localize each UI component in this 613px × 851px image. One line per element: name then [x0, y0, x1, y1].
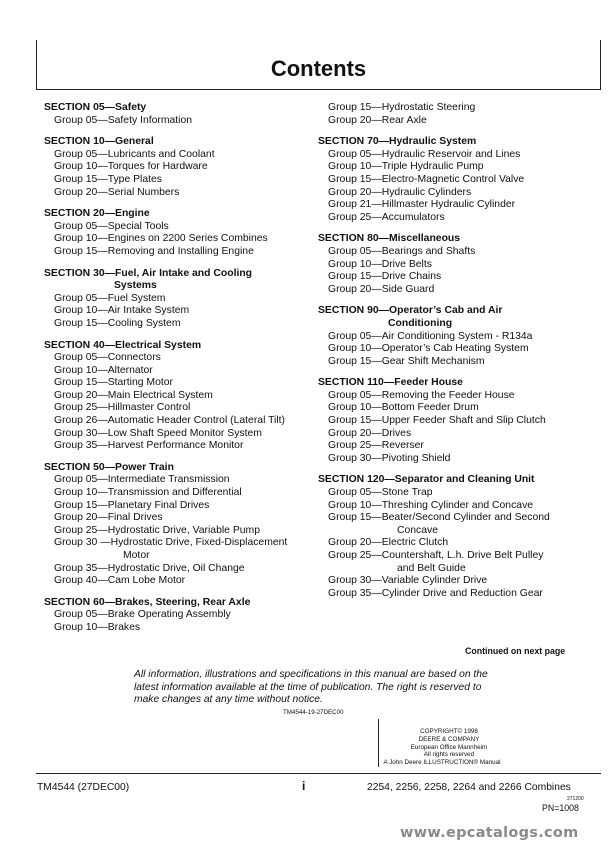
document-code: TM4544-19-27DEC00 — [283, 709, 344, 716]
toc-right-column — [318, 102, 604, 600]
group-entry-text: Group 05—Bearings and Shafts — [328, 245, 476, 257]
group-entry-text: Group 05—Connectors — [54, 352, 161, 364]
group-entry-text: Group 15—Planetary Final Drives — [54, 499, 210, 511]
toc-group-entry[interactable] — [44, 365, 306, 378]
copyright-line: A John Deere ILLUSTRUCTION® Manual — [383, 759, 501, 767]
footer-model-list: 2254, 2256, 2258, 2264 and 2266 Combines — [367, 782, 571, 793]
toc-group-entry[interactable] — [44, 415, 306, 428]
group-entry-text: Group 40—Cam Lobe Motor — [54, 575, 186, 587]
toc-group-entry[interactable] — [318, 212, 604, 225]
group-entry-text: Group 05—Air Conditioning System - R134a — [328, 330, 533, 342]
group-entry-text: Group 10—Triple Hydraulic Pump — [328, 161, 484, 173]
group-entry-continuation: and Belt Guide — [397, 562, 466, 574]
section-title-continuation: Systems — [114, 280, 157, 292]
toc-group-entry[interactable] — [318, 390, 604, 403]
group-entry-text: Group 30 —Hydrostatic Drive, Fixed-Displacement — [54, 537, 288, 549]
toc-group-entry[interactable] — [318, 537, 604, 550]
toc-group-entry[interactable] — [44, 174, 306, 187]
toc-section-title[interactable] — [44, 462, 306, 475]
group-entry-text: Group 15—Beater/Second Cylinder and Second — [328, 512, 550, 524]
toc-section — [44, 102, 306, 127]
toc-group-entry[interactable] — [44, 525, 306, 538]
toc-group-entry[interactable] — [44, 246, 306, 259]
group-entry-text: Group 20—Main Electrical System — [54, 389, 213, 401]
toc-section-title[interactable] — [44, 597, 306, 610]
toc-group-entry[interactable] — [44, 149, 306, 162]
group-entry-text: Group 20—Side Guard — [328, 283, 435, 295]
toc-group-entry[interactable] — [318, 331, 604, 344]
toc-section — [318, 377, 604, 465]
toc-group-entry[interactable] — [44, 352, 306, 365]
toc-group-entry[interactable] — [318, 246, 604, 259]
toc-section-title[interactable] — [44, 268, 306, 293]
group-entry-continuation: Concave — [397, 524, 439, 536]
group-entry-text: Group 10—Torques for Hardware — [54, 161, 208, 173]
group-entry-text: Group 05—Stone Trap — [328, 487, 433, 499]
toc-group-entry[interactable] — [318, 402, 604, 415]
toc-group-entry[interactable] — [44, 402, 306, 415]
group-entry-text: Group 20—Drives — [328, 427, 412, 439]
section-title-text: SECTION 120—Separator and Cleaning Unit — [318, 474, 535, 486]
section-title-text: SECTION 50—Power Train — [44, 461, 174, 473]
toc-group-entry[interactable] — [318, 174, 604, 187]
toc-group-entry[interactable] — [44, 563, 306, 576]
group-entry-text: Group 10—Alternator — [54, 364, 153, 376]
group-entry-text: Group 30—Pivoting Shield — [328, 452, 451, 464]
toc-section-title[interactable] — [44, 208, 306, 221]
toc-group-entry[interactable] — [44, 537, 306, 562]
toc-group-entry[interactable] — [318, 415, 604, 428]
toc-group-entry[interactable] — [44, 428, 306, 441]
group-entry-continuation: Motor — [123, 550, 150, 561]
toc-section — [318, 233, 604, 296]
footer-manual-id: TM4544 (27DEC00) — [37, 782, 130, 793]
group-entry-text: Group 05—Safety Information — [54, 114, 193, 126]
toc-group-entry[interactable] — [318, 161, 604, 174]
toc-section — [318, 474, 604, 600]
section-title-text: SECTION 80—Miscellaneous — [318, 233, 461, 245]
toc-group-entry[interactable] — [44, 318, 306, 331]
group-entry-text: Group 05—Removing the Feeder House — [328, 389, 515, 401]
group-entry-text: Group 05—Special Tools — [54, 220, 169, 232]
toc-group-entry[interactable] — [44, 474, 306, 487]
toc-section-title[interactable] — [318, 233, 604, 246]
group-entry-text: Group 20—Electric Clutch — [328, 537, 449, 549]
copyright-line: COPYRIGHT© 1998 — [420, 728, 478, 735]
group-entry-text: Group 30—Low Shaft Speed Monitor System — [54, 427, 262, 439]
group-entry-text: Group 21—Hillmaster Hydraulic Cylinder — [328, 199, 516, 211]
section-title-text: SECTION 10—General — [44, 136, 154, 148]
toc-group-entry[interactable] — [318, 575, 604, 588]
group-entry-text: Group 05—Hydraulic Reservoir and Lines — [328, 148, 521, 160]
toc-group-entry[interactable] — [44, 161, 306, 174]
toc-group-entry[interactable] — [318, 199, 604, 212]
toc-section — [44, 340, 306, 453]
group-entry-text: Group 05—Lubricants and Coolant — [54, 148, 215, 160]
group-entry-text: Group 15—Gear Shift Mechanism — [328, 355, 485, 367]
toc-section-title[interactable] — [44, 102, 306, 115]
section-title-text: SECTION 40—Electrical System — [44, 339, 202, 351]
toc-group-entry[interactable] — [44, 390, 306, 403]
footer-page-number: i — [302, 779, 306, 793]
copyright-line: European Office Mannheim — [410, 743, 488, 751]
copyright-line: DEERE & COMPANY — [418, 735, 480, 743]
continued-note: Continued on next page — [465, 646, 566, 656]
section-title-text: SECTION 60—Brakes, Steering, Rear Axle — [44, 596, 251, 608]
section-title-text: SECTION 110—Feeder House — [318, 377, 463, 389]
toc-group-entry[interactable] — [318, 284, 604, 297]
copyright-line: All rights reserved — [423, 751, 475, 759]
group-entry-text: Group 20—Hydraulic Cylinders — [328, 186, 472, 198]
group-entry-text: Group 26—Automatic Header Control (Lateral Tilt) — [54, 415, 286, 427]
page-title: Contents — [270, 56, 367, 81]
group-entry-text: Group 25—Hillmaster Control — [54, 402, 191, 414]
toc-group-entry[interactable] — [44, 305, 306, 318]
toc-group-entry[interactable] — [44, 440, 306, 453]
section-title-text: SECTION 05—Safety — [44, 102, 147, 113]
footer-pn: PN=1008 — [542, 803, 579, 813]
toc-group-entry[interactable]: Group 15—Hydrostatic Steering — [328, 102, 476, 113]
toc-section — [44, 462, 306, 588]
group-entry-text: Group 15—Upper Feeder Shaft and Slip Clutch — [328, 415, 546, 427]
copyright-block — [383, 728, 504, 767]
group-entry-text: Group 10—Operator’s Cab Heating System — [328, 343, 529, 355]
toc-group-entry[interactable] — [318, 343, 604, 356]
toc-group-entry[interactable] — [44, 500, 306, 513]
group-entry-text: Group 10—Brakes — [54, 621, 141, 633]
toc-group-entry[interactable] — [318, 512, 604, 537]
toc-group-entry[interactable] — [44, 233, 306, 246]
group-entry-text: Group 05—Intermediate Transmission — [54, 474, 230, 486]
group-entry-text: Group 10—Threshing Cylinder and Concave — [328, 499, 534, 511]
toc-group-entry[interactable] — [44, 377, 306, 390]
toc-group-entry[interactable] — [44, 622, 306, 635]
group-entry-text: Group 15—Drive Chains — [328, 271, 442, 283]
footer-date-code: 271200 — [567, 796, 584, 802]
toc-group-entry[interactable] — [318, 550, 604, 575]
group-entry-text: Group 05—Fuel System — [54, 292, 166, 304]
group-entry-text: Group 05—Brake Operating Assembly — [54, 609, 231, 621]
group-entry-text: Group 15—Electro-Magnetic Control Valve — [328, 173, 525, 185]
toc-section-title[interactable] — [44, 340, 306, 353]
section-title-text: SECTION 70—Hydraulic System — [318, 136, 477, 148]
group-entry-text: Group 15—Type Plates — [54, 173, 163, 185]
toc-section — [44, 136, 306, 199]
group-entry-text: Group 15—Removing and Installing Engine — [54, 245, 254, 257]
group-entry-text: Group 35—Hydrostatic Drive, Oil Change — [54, 562, 245, 574]
group-entry-text: Group 30—Variable Cylinder Drive — [328, 575, 488, 587]
group-entry-text: Group 35—Cylinder Drive and Reduction Gear — [328, 587, 543, 599]
section-title-continuation: Conditioning — [388, 317, 453, 329]
group-entry-text: Group 20—Final Drives — [54, 512, 163, 524]
section-title-text: SECTION 90—Operator’s Cab and Air — [318, 305, 503, 317]
group-entry-text: Group 15—Starting Motor — [54, 377, 173, 389]
group-entry-text: Group 35—Harvest Performance Monitor — [54, 440, 244, 452]
group-entry-text: Group 10—Air Intake System — [54, 305, 190, 317]
toc-group-entry[interactable] — [44, 115, 306, 128]
group-entry-text: Group 10—Bottom Feeder Drum — [328, 402, 479, 414]
watermark-text: www.epcatalogs.com — [400, 825, 579, 841]
toc-section-title[interactable] — [318, 305, 604, 330]
footer-rule — [36, 773, 601, 774]
toc-group-entry[interactable] — [318, 453, 604, 466]
copyright-divider — [378, 719, 379, 767]
toc-group-entry[interactable] — [44, 487, 306, 500]
toc-group-entry[interactable] — [44, 609, 306, 622]
toc-group-entry[interactable] — [44, 293, 306, 306]
toc-section — [318, 305, 604, 368]
toc-section-title[interactable] — [318, 474, 604, 487]
toc-section — [44, 268, 306, 331]
group-entry-text: Group 25—Accumulators — [328, 211, 445, 223]
group-entry-text: Group 15—Cooling System — [54, 317, 181, 329]
toc-left-column — [44, 102, 306, 635]
toc-group-entry[interactable] — [318, 588, 604, 601]
section-title-text: SECTION 30—Fuel, Air Intake and Cooling — [44, 267, 253, 279]
toc-group-entry[interactable] — [318, 428, 604, 441]
toc-group-entry[interactable] — [318, 271, 604, 284]
group-entry-text: Group 10—Drive Belts — [328, 258, 432, 270]
section-title-text: SECTION 20—Engine — [44, 208, 150, 220]
toc-group-entry[interactable] — [318, 500, 604, 513]
group-entry-text: Group 10—Engines on 2200 Series Combines — [54, 233, 268, 245]
group-entry-text: Group 25—Countershaft, L.h. Drive Belt Pulley — [328, 550, 544, 561]
toc-group-entry[interactable] — [318, 259, 604, 272]
group-entry-text: Group 20—Serial Numbers — [54, 186, 180, 198]
group-entry-text: Group 10—Transmission and Differential — [54, 487, 242, 499]
toc-section — [44, 208, 306, 258]
toc-group-entry[interactable] — [44, 512, 306, 525]
toc-group-entry[interactable] — [44, 575, 306, 588]
disclaimer-text: All information, illustrations and specifications in this manual are based on the latest information available at the time of publication. The right is reserved to make changes at any time without notice. — [134, 669, 488, 706]
toc-group-entry[interactable]: Group 20—Rear Axle — [328, 114, 427, 126]
toc-section — [318, 136, 604, 224]
toc-section-title[interactable] — [318, 136, 604, 149]
toc-section — [44, 597, 306, 635]
toc-group-entry[interactable] — [44, 187, 306, 200]
group-entry-text: Group 25—Reverser — [328, 440, 424, 452]
toc-section-title[interactable] — [44, 136, 306, 149]
toc-group-entry[interactable] — [318, 487, 604, 500]
toc-group-entry[interactable] — [318, 149, 604, 162]
toc-group-entry[interactable] — [318, 187, 604, 200]
toc-group-entry[interactable] — [318, 356, 604, 369]
toc-group-entry[interactable] — [318, 440, 604, 453]
toc-section-title[interactable] — [318, 377, 604, 390]
toc-group-entry[interactable] — [44, 221, 306, 234]
group-entry-text: Group 25—Hydrostatic Drive, Variable Pump — [54, 524, 260, 536]
